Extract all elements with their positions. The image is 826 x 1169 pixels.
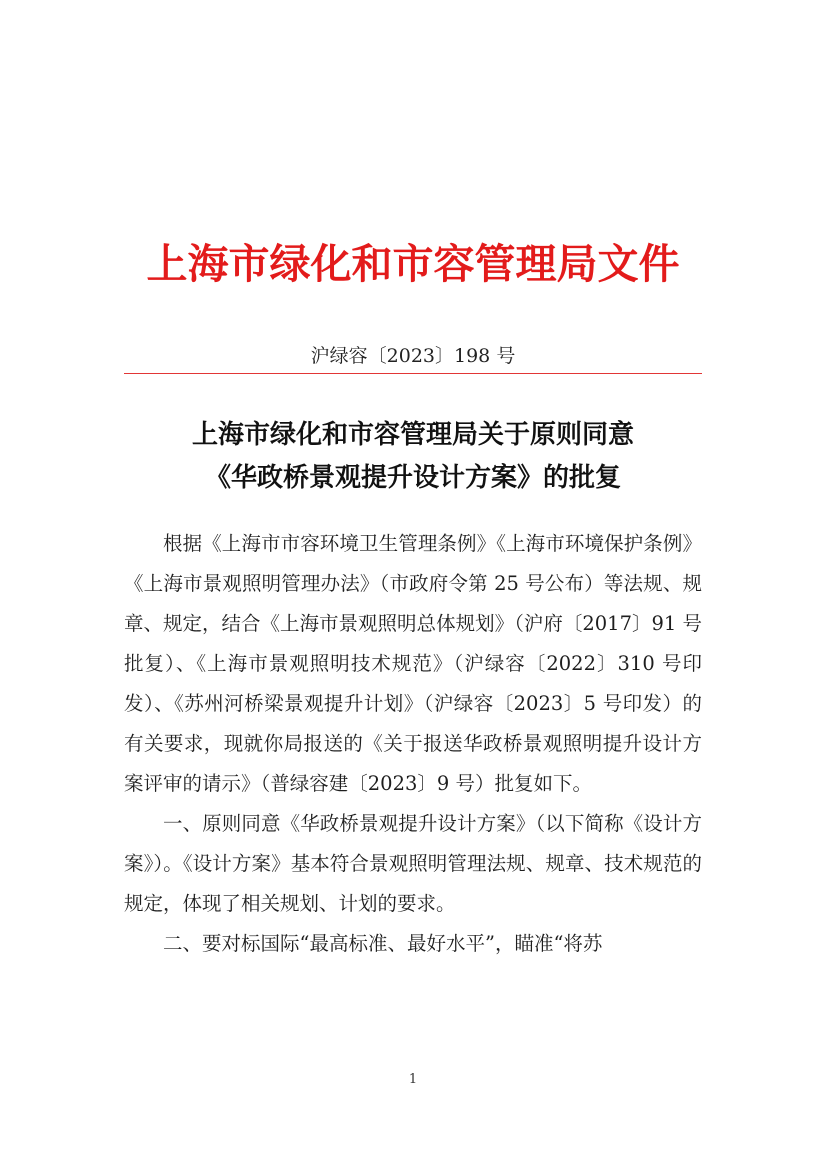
issuing-authority-masthead: 上海市绿化和市容管理局文件 [146, 240, 680, 288]
document-title-line-2: 《华政桥景观提升设计方案》的批复 [204, 463, 621, 493]
document-title [60, 414, 766, 500]
document-title-line-1: 上海市绿化和市容管理局关于原则同意 [191, 420, 634, 450]
page-number: 1 [408, 1072, 418, 1087]
document-body [124, 524, 702, 964]
body-paragraph-item-1: 一、原则同意《华政桥景观提升设计方案》（以下简称《设计方案》）。《设计方案》基本符合景观照明管理法规、规章、技术规范的规定，体现了相关规划、计划的要求。 [124, 812, 702, 915]
body-paragraph-basis: 根据《上海市市容环境卫生管理条例》《上海市环境保护条例》《上海市景观照明管理办法》（市政府令第 25 号公布）等法规、规章、规定，结合《上海市景观照明总体规划》（沪府〔2017〕91 号批复）、《上海市景观照明技术规范》（沪绿容〔2022〕310 号印发）、《苏州河桥梁景观提升计划》（沪绿容〔2023〕5 号印发）的有关要求，现就你局报送的《关于报送华政桥景观照明提升设计方案评审的请示》（普绿容建〔2023〕9 号）批复如下。 [124, 532, 702, 795]
document-number: 沪绿容〔2023〕198 号 [310, 345, 516, 367]
body-paragraph-item-2: 二、要对标国际“最高标准、最好水平”，瞄准“将苏 [163, 932, 603, 955]
red-separator-rule [124, 373, 702, 374]
